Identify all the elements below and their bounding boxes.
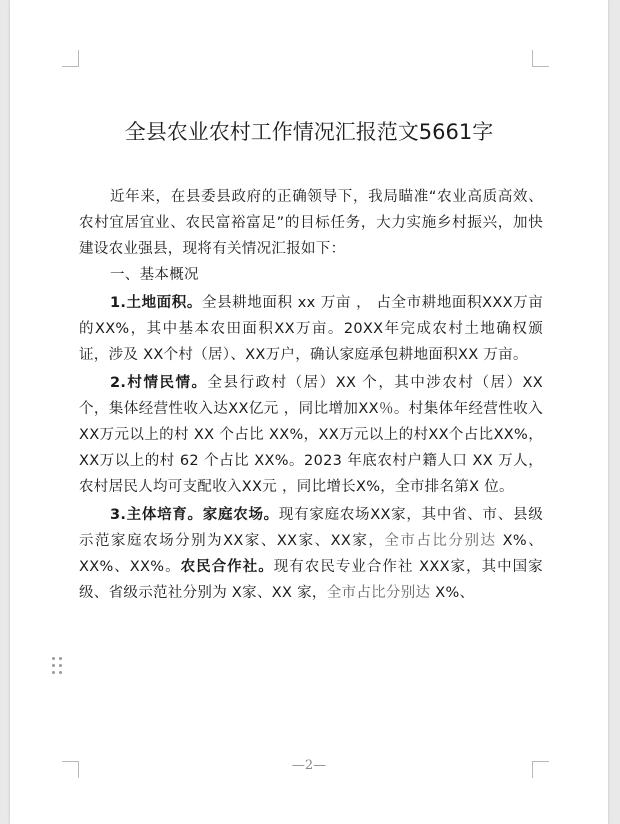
margin-corner-top-right <box>532 50 549 67</box>
paragraph-land-area[interactable] <box>79 290 543 368</box>
paragraph-village-situation[interactable] <box>79 370 543 500</box>
paragraph-entity-cultivation[interactable] <box>79 502 543 606</box>
land-area-lead: 1.土地面积。 <box>110 295 202 311</box>
cooperative-share-values: X%、 <box>430 585 475 601</box>
entity-cultivation-lead: 3.主体培育。家庭农场。 <box>110 507 279 523</box>
family-farm-text: 现有家庭农场XX家，其中省、市、县级示范家庭农场分别为XX家、XX家、XX家， <box>79 507 544 549</box>
family-farm-share-text: 全市占比分别达 <box>384 533 497 549</box>
cooperative-share-text: 全市占比分别达 <box>326 585 431 601</box>
land-area-text: 全县耕地面积 xx 万亩 ， 占全市耕地面积XXX万亩的XX%，其中基本农田面积XX万亩。20XX年完成农村土地确权颁证，涉及 XX个村（居）、XX万户，确认家庭承包耕地面积XX 万亩。 <box>79 295 544 363</box>
section-heading-basic-overview[interactable]: 一、基本概况 <box>110 267 199 283</box>
paragraph-intro[interactable]: 近年来，在县委县政府的正确领导下，我局瞄准“农业高质高效、农村宜居宜业、农民富裕富足”的目标任务，大力实施乡村振兴，加快建设农业强县，现将有关情况汇报如下： <box>79 189 543 257</box>
village-situation-lead: 2.村情民情。 <box>110 375 208 391</box>
document-body[interactable] <box>79 184 543 606</box>
cooperative-text: 现有农民专业合作社 XXX家，其中国家级、省级示范社分别为 X家、XX 家， <box>79 559 543 601</box>
paragraph-drag-handle-icon[interactable] <box>52 657 64 675</box>
cooperative-lead: 农民合作社。 <box>180 559 274 575</box>
document-page <box>10 0 608 824</box>
page-number: —2— <box>291 758 327 773</box>
document-title[interactable]: 全县农业农村工作情况汇报范文5661字 <box>124 120 494 144</box>
village-situation-text: 全县行政村（居）XX 个，其中涉农村（居）XX 个，集体经营性收入达XX亿元 ，同比增加XX％。村集体年经营性收入XX万元以上的村 XX 个占比 XX%，XX万元以上的村XX个占比XX%，XX万以上的村 62 个占比 XX%。2023 年底农村户籍人口 XX 万人，农村居民人均可支配收入XX元 ，同比增长X%，全市排名第X 位。 <box>79 375 543 495</box>
margin-corner-top-left <box>62 50 79 67</box>
family-farm-share-values: X%、XX%、XX%。 <box>79 533 543 575</box>
